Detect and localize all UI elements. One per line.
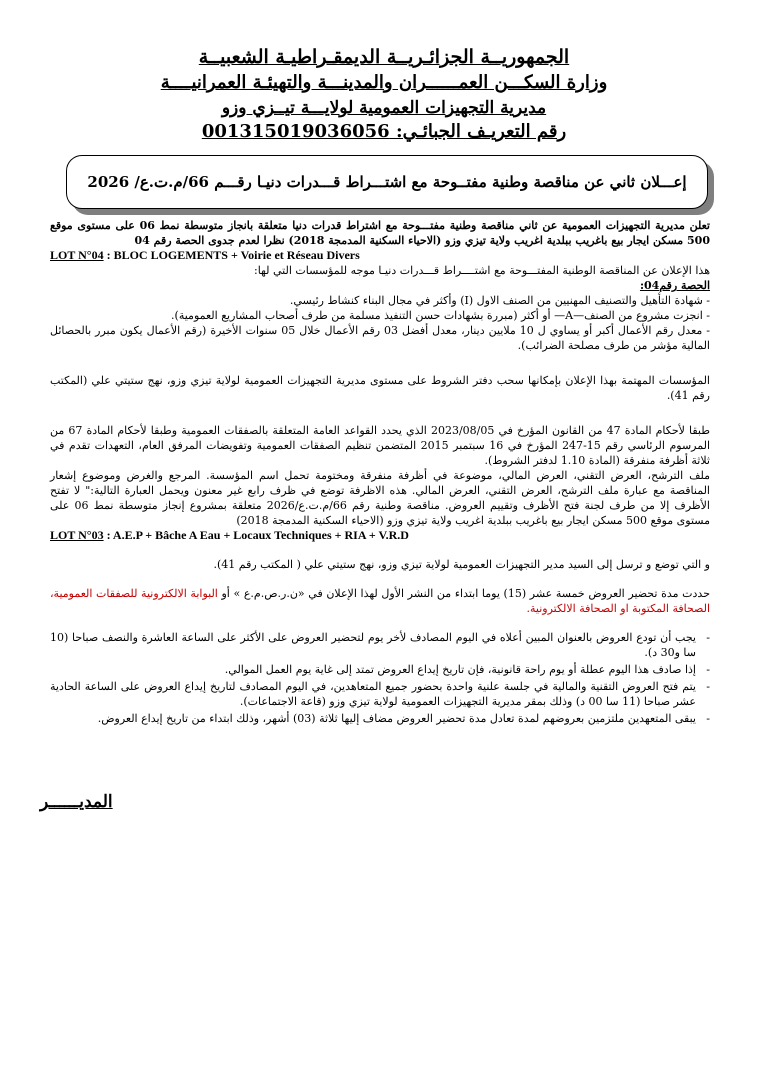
requirement-1: - شهادة التأهيل والتصنيف المهنيين من الصنف الاول (I) وأكثر في مجال البناء كنشاط رئيسي. — [289, 294, 710, 307]
tax-id: رقم التعريـف الجبائـي: 001315019036056 — [201, 121, 567, 142]
duration-text: حددت مدة تحضير العروض خمسة عشر (15) يوما ابتداء من النشر الأول لهذا الإعلان في «ن.ر.ص.م.ع » أو — [221, 587, 710, 600]
lot-heading: الحصة رقم04: — [639, 279, 710, 292]
notice-title: إعـــلان ثاني عن مناقصة وطنية مفتــوحة مع اشتـــراط قـــدرات دنيـا رقـــم 66/م.ت.ع/ 2026 — [87, 173, 687, 191]
intro-paragraph: تعلن مديرية التجهيزات العمومية عن ثاني مناقصة وطنية مفتـــوحة مع اشتراط قدرات دنيا متعلقة بانجاز متوسطة نمط 06 على مستوى موقع 500 مسكن ايجار بيع باغريب ببلدية اغريب ولاية تيزي وزو (الاحياء السكنية المدمجة 2018) نظرا لعدم جدوى الحصة رقم 04 — [50, 219, 710, 247]
withdraw-paragraph: المؤسسات المهتمة بهذا الإعلان بإمكانها سحب دفتر الشروط على مستوى مديرية التجهيزات العمومية لولاية تيزي وزو، نهج ستيتي علي (المكتب رقم 41). — [50, 374, 710, 402]
rules-list — [50, 630, 710, 726]
send-paragraph: و التي توضع و ترسل إلى السيد مدير التجهيزات العمومية لولاية تيزي وزو، نهج ستيتي علي ( المكتب رقم 41). — [213, 558, 710, 571]
lot03-line — [50, 528, 710, 543]
lot04-text: : BLOC LOGEMENTS + Voirie et Réseau Divers — [106, 248, 360, 262]
list-item: - يجب أن تودع العروض بالعنوان المبين أعلاه في اليوم المصادف لأخر يوم لتحضير العروض على الأكثر على الساعة العاشرة والنصف صباحا (10 سا و30 د). — [50, 630, 696, 660]
law-paragraph: طبقا لأحكام المادة 47 من القانون المؤرخ في 2023/08/05 الذي يحدد القواعد العامة المتعلقة بالصفقات العمومية وطبقا لأحكام المادة 67 من المرسوم الرئاسي رقم 15-247 المؤرخ في 16 سبتمبر 2015 المتضمن تنظيم الصفقات العمومية وتفويضات المرفق العام، التعهدات تقدم في ثلاثة أظرفة منفرقة (المادة 1.10 لدفتر الشروط). — [50, 424, 711, 467]
signature-title: المديــــــر — [40, 792, 113, 812]
lot03-text: : A.E.P + Bâche A Eau + Locaux Techniques + RIA + V.R.D — [106, 528, 409, 542]
lot04-line — [50, 248, 710, 263]
notice-body — [50, 218, 710, 728]
directorate-name: مديرية التجهيزات العمومية لولايـــة تيــزي وزو — [221, 98, 547, 118]
requirement-3: - معدل رقم الأعمال أكبر أو يساوي ل 10 ملايين دينار، معدل أفضل 03 رقم الأعمال خلال 05 سنوات الأخيرة (رقم الأعمال يكون مبرر بالحصائل المالية مؤشر من طرف مصلحة الضرائب). — [50, 324, 710, 352]
lot03-label: LOT N°03 — [50, 528, 104, 542]
lot04-label: LOT N°04 — [50, 248, 104, 262]
list-item: - إذا صادف هذا اليوم عطلة أو يوم راحة قانونية، فإن تاريخ إيداع العروض تمتد إلى غاية يوم العمل الموالي. — [50, 662, 696, 677]
list-item: - يتم فتح العروض التقنية والمالية في جلسة علنية واحدة بحضور جميع المتعاهدين، في اليوم المصادف لتاريخ إيداع العروض على الساعة الحادية عشر صباحا (11 سا 00 د) وذلك بمقر مديرية التجهيزات العمومية لولاية تيزي وزو (قاعة الاجتماعات). — [50, 679, 696, 709]
republic-name: الجمهوريــة الجزائـريــة الديمقـراطيـة الشعبيــة — [198, 46, 570, 68]
notice-title-box — [66, 155, 708, 209]
ministry-name: وزارة السكـــن العمــــــران والمدينـــة والتهيئـة العمرانيــــة — [160, 72, 608, 93]
duration-channels: البوابة الالكترونية للصفقات العمومية، الصحافة المكتوبة او الصحافة الالكترونية. — [50, 587, 710, 615]
requirement-2: - انجزت مشروع من الصنف—A— أو أكثر (مبررة بشهادات حسن التنفيذ مسلمة من طرف أصحاب المشاريع العمومية). — [171, 309, 710, 322]
list-item: - يبقى المتعهدين ملتزمين بعروضهم لمدة تعادل مدة تحضير العروض مضاف إليها ثلاثة (03) أشهر، وذلك ابتداء من تاريخ إيداع العروض. — [50, 711, 696, 726]
addressed-paragraph: هذا الإعلان عن المناقصة الوطنية المفتـــوحة مع اشتــــراط قـــدرات دنيـا موجه للمؤسسات التي لها: — [254, 264, 710, 277]
envelopes-paragraph: ملف الترشح، العرض التقني، العرض المالي، موضوعة في أظرفة منفرقة ومختومة تحمل اسم المؤسسة. المرجع والغرض وموضوع إشعار المناقصة مع عبارة ملف الترشح، العرض التقني، العرض المالي. هذه الاظرفة توضع في ظرف رابع غير معنون ويحمل العبارة التالية:" لا تفتح الأظرف إلا من طرف لجنة فتح الأظرف وتقييم العروض. مناقصة وطنية رقم 66/م.ت.ع/2026 متعلقة بمشروع إنجاز متوسطة نمط 06 على مستوى موقع 500 مسكن ايجار بيع باغريب ببلدية اغريب ولاية تيزي وزو (الاحياء السكنية المدمجة 2018) — [50, 469, 710, 527]
duration-paragraph — [50, 586, 710, 616]
